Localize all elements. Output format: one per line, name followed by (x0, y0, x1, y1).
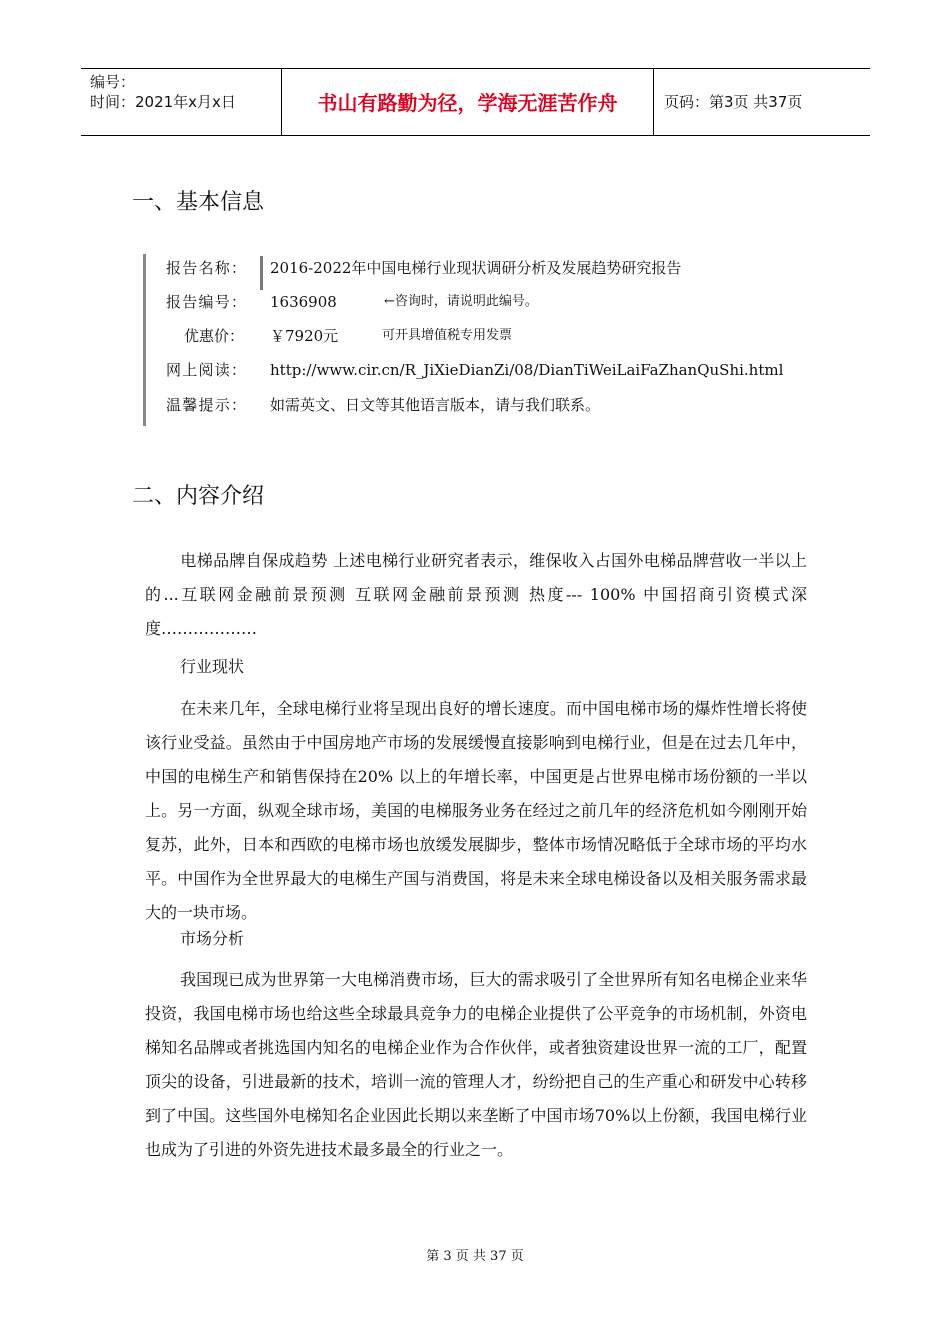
info-value: 1636908 (270, 293, 337, 311)
header-page-info: 页码：第3页 共37页 (664, 93, 803, 111)
info-note: ←咨询时，请说明此编号。 (384, 294, 538, 309)
header-divider (653, 69, 654, 135)
info-row-price (146, 324, 846, 348)
value-marker (260, 256, 263, 290)
info-row-report-number (146, 290, 846, 314)
info-value: 2016-2022年中国电梯行业现状调研分析及发展趋势研究报告 (270, 259, 682, 277)
industry-status-paragraph (145, 692, 807, 930)
info-label: 网上阅读： (166, 361, 246, 379)
info-label: 优惠价： (184, 327, 245, 345)
report-url-link[interactable]: http://www.cir.cn/R_JiXieDianZi/08/DianTiWeiLaiFaZhanQuShi.html (270, 361, 784, 379)
section-title-basic-info: 一、基本信息 (132, 190, 265, 215)
intro-paragraph (145, 544, 807, 646)
page-footer: 第 3 页 共 37 页 (426, 1249, 524, 1264)
info-row-report-name (146, 256, 846, 280)
info-value: 如需英文、日文等其他语言版本，请与我们联系。 (270, 396, 601, 414)
info-label: 报告名称： (166, 259, 246, 277)
header-meta (90, 72, 236, 112)
header-motto: 书山有路勤为径，学海无涯苦作舟 (317, 91, 618, 115)
industry-status-text: 在未来几年，全球电梯行业将呈现出良好的增长速度。而中国电梯市场的爆炸性增长将使该行业受益。虽然由于中国房地产市场的发展缓慢直接影响到电梯行业，但是在过去几年中，中国的电梯生产和销售保持在20% 以上的年增长率，中国更是占世界电梯市场份额的一半以上。另一方面，纵观全球市场，美国的电梯服务业务在经过之前几年的经济危机如今刚刚开始复苏，此外，日本和西欧的电梯市场也放缓发展脚步，整体市场情况略低于全球市场的平均水平。中国作为全世界最大的电梯生产国与消费国，将是未来全球电梯设备以及相关服务需求最大的一块市场。 (145, 699, 807, 922)
header-time: 时间：2021年x月x日 (90, 93, 236, 111)
info-label: 报告编号： (166, 293, 246, 311)
info-row-tip (146, 393, 846, 417)
header-number: 编号： (90, 73, 136, 91)
subheading-industry-status: 行业现状 (180, 657, 245, 676)
market-analysis-text: 我国现已成为世界第一大电梯消费市场，巨大的需求吸引了全世界所有知名电梯企业来华投资，我国电梯市场也给这些全球最具竞争力的电梯企业提供了公平竞争的市场机制，外资电梯知名品牌或者挑选国内知名的电梯企业作为合作伙伴，或者独资建设世界一流的工厂，配置顶尖的设备，引进最新的技术，培训一流的管理人才，纷纷把自己的生产重心和研发中心转移到了中国。这些国外电梯知名企业因此长期以来垄断了中国市场70%以上份额，我国电梯行业也成为了引进的外资先进技术最多最全的行业之一。 (145, 970, 807, 1159)
subheading-market-analysis: 市场分析 (180, 929, 245, 948)
market-analysis-paragraph (145, 963, 807, 1167)
info-label: 温馨提示： (166, 396, 246, 414)
section-title-content-intro: 二、内容介绍 (132, 484, 265, 509)
info-note: 可开具增值税专用发票 (382, 328, 513, 343)
page-header (81, 68, 870, 136)
info-row-online-reading (146, 358, 846, 382)
intro-text: 电梯品牌自保成趋势 上述电梯行业研究者表示，维保收入占国外电梯品牌营收一半以上的...互联网金融前景预测 互联网金融前景预测 热度--- 100% 中国招商引资模式深度……………… (145, 551, 807, 638)
basic-info-box (143, 254, 846, 426)
info-value: ￥7920元 (270, 327, 339, 345)
